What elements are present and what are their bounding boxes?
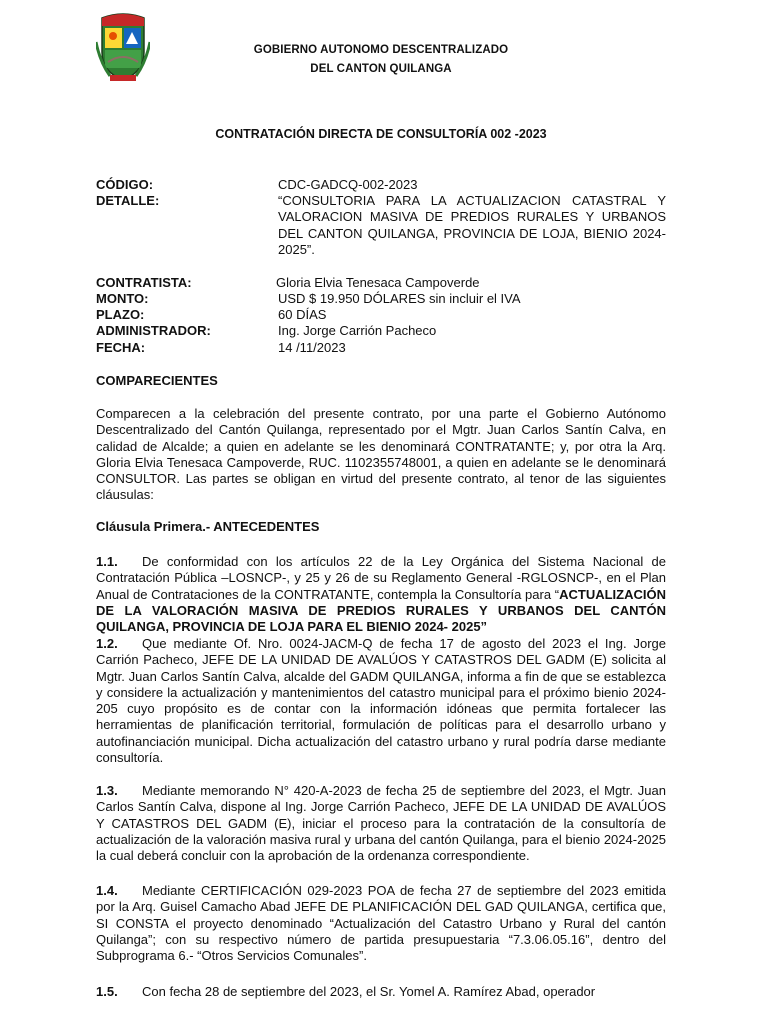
item-1-4 (96, 883, 666, 964)
plazo-value: 60 DÍAS (278, 307, 327, 322)
codigo-label: CÓDIGO: (96, 177, 154, 192)
detalle-label: DETALLE: (96, 193, 160, 208)
item-number: 1.5. (96, 984, 118, 999)
item-text: Mediante CERTIFICACIÓN 029-2023 POA de fecha 27 de septiembre del 2023 emitida por la Arq. Guisel Camacho Abad JEFE DE PLANIFICACIÓN DEL GAD QUILANGA, certifica que, SI CONSTA el proyecto denominado “Actualización del Catastro Urbano y Rural del cantón Quilanga”; con su respectivo número de partida presupuestaria “7.3.06.05.16”, dentro del Subprograma 6.- “Otros Servicios Comunales”. (96, 883, 666, 964)
item-1-2 (96, 636, 666, 766)
item-number: 1.1. (96, 554, 118, 569)
fecha-value: 14 /11/2023 (278, 340, 346, 355)
item-number: 1.2. (96, 636, 118, 651)
item-text: Que mediante Of. Nro. 0024-JACM-Q de fecha 17 de agosto del 2023 el Ing. Jorge Carrión Pacheco, JEFE DE LA UNIDAD DE AVALÚOS Y CATASTROS DEL GADM (E) solicita al Mgtr. Juan Carlos Santín Calva, alcalde del GADM QUILANGA, informa a fin de que se establezca y considere la actualización y mantenimientos del catastro municipal para el próximo bienio 2024-205 cuyo propósito es de contar con la información idóneas que permita fortalecer las herramientas de planificación territorial, formulación de políticas para el desarrollo urbano y autofinanciación municipal. Dicha actualización del catastro urbano y rural podría darse mediante consultoría. (96, 636, 666, 766)
codigo-value: CDC-GADCQ-002-2023 (278, 177, 418, 192)
detalle-value: “CONSULTORIA PARA LA ACTUALIZACION CATASTRAL Y VALORACION MASIVA DE PREDIOS RURALES Y URBANOS DEL CANTON QUILANGA, PROVINCIA DE LOJA, BIENIO 2024-2025”. (278, 193, 666, 257)
comparecientes-heading: COMPARECIENTES (96, 373, 218, 388)
administrador-label: ADMINISTRADOR: (96, 323, 211, 338)
item-text: Con fecha 28 de septiembre del 2023, el Sr. Yomel A. Ramírez Abad, operador (142, 984, 596, 999)
item-1-1 (96, 554, 666, 635)
item-number: 1.4. (96, 883, 118, 898)
item-1-3 (96, 783, 666, 864)
monto-label: MONTO: (96, 291, 149, 306)
contratista-label: CONTRATISTA: (96, 275, 192, 290)
fecha-label: FECHA: (96, 340, 146, 355)
administrador-value: Ing. Jorge Carrión Pacheco (278, 323, 437, 338)
item-bold-text: ACTUALIZACIÓN DE LA VALORACIÓN MASIVA DE PREDIOS RURALES Y URBANOS DEL CANTÓN QUILANGA, PROVINCIA DE LOJA PARA EL BIENIO 2024- 2025” (96, 586, 666, 635)
header-line-2: DEL CANTON QUILANGA (310, 63, 452, 75)
contratista-value: Gloria Elvia Tenesaca Campoverde (276, 275, 480, 290)
document-title: CONTRATACIÓN DIRECTA DE CONSULTORÍA 002 -2023 (215, 127, 547, 141)
plazo-label: PLAZO: (96, 307, 145, 322)
comparecientes-paragraph: Comparecen a la celebración del presente contrato, por una parte el Gobierno Autónomo Descentralizado del Cantón Quilanga, representado por el Mgtr. Juan Carlos Santín Calva, en calidad de Alcalde; a quien en adelante se les denominará CONTRATANTE; y, por otra la Arq. Gloria Elvia Tenesaca Campoverde, RUC. 1102355748001, a quien en adelante se le denominará CONSULTOR. Las partes se obligan en virtud del presente contrato, al tenor de las siguientes cláusulas: (96, 406, 666, 503)
clausula-primera-heading: Cláusula Primera.- ANTECEDENTES (96, 519, 320, 534)
item-1-5 (96, 984, 666, 1000)
monto-value: USD $ 19.950 DÓLARES sin incluir el IVA (278, 291, 521, 306)
item-number: 1.3. (96, 783, 118, 798)
header-line-1: GOBIERNO AUTONOMO DESCENTRALIZADO (253, 44, 509, 56)
item-text: De conformidad con los artículos 22 de la Ley Orgánica del Sistema Nacional de Contratación Pública –LOSNCP-, y 25 y 26 de su Reglamento General -RGLOSNCP-, en el Plan Anual de Contrataciones de la CONTRATANTE, contempla la Consultoría para “ (96, 554, 666, 602)
item-text: Mediante memorando N° 420-A-2023 de fecha 25 de septiembre del 2023, el Mgtr. Juan Carlos Santín Calva, dispone al Ing. Jorge Carrión Pacheco, JEFE DE LA UNIDAD DE AVALÚOS Y CATASTROS DEL GADM (E), iniciar el proceso para la contratación de la consultoría de actualización de la valoración masiva rural y urbana del cantón Quilanga, para el bienio 2024-2025 la cual deberá concluir con la aprobación de la ordenanza correspondiente. (96, 783, 666, 864)
